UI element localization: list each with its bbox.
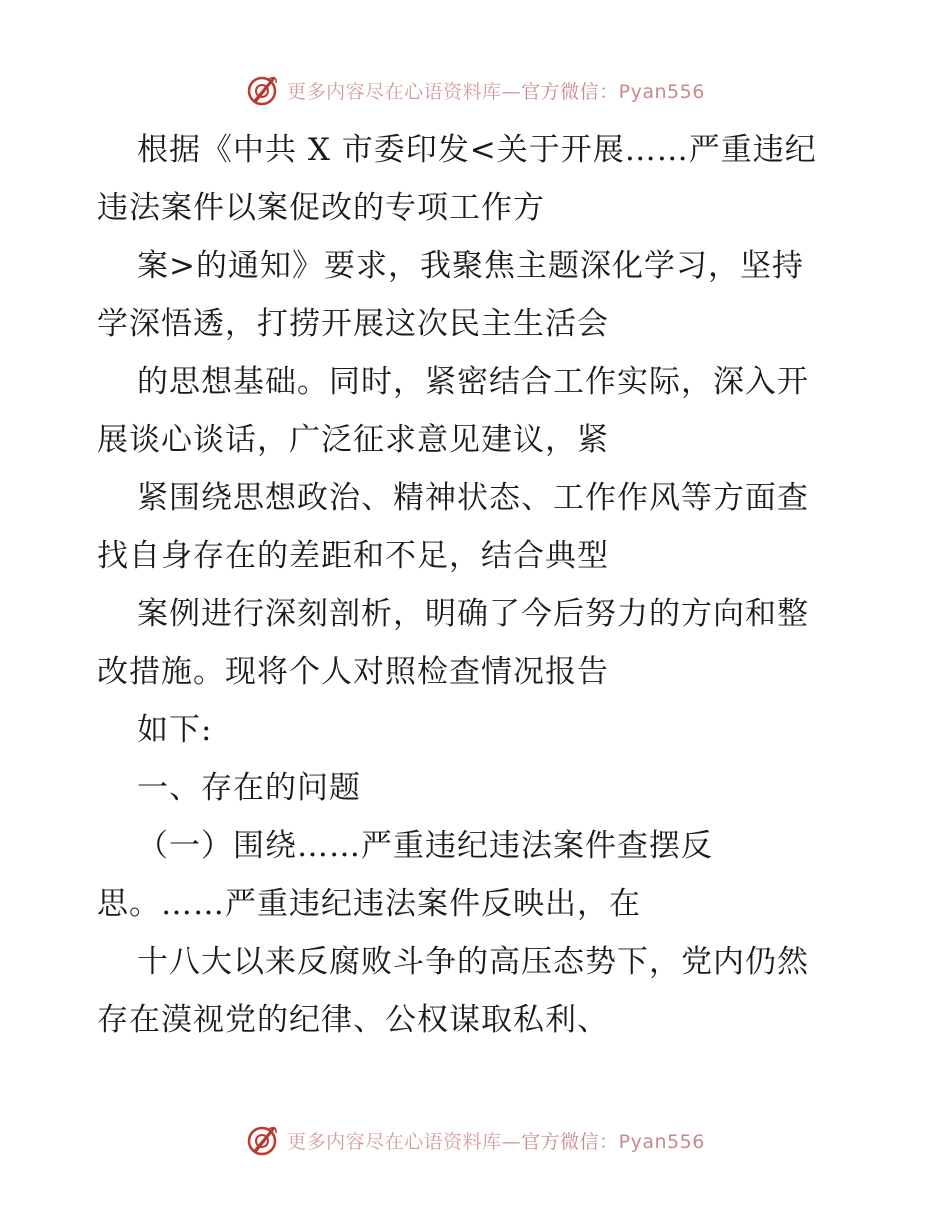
watermark-contact: 官方微信：Pyan556 bbox=[521, 80, 705, 103]
body-line: 紧围绕思想政治、精神状态、工作作风等方面查 bbox=[137, 480, 809, 516]
subsection-heading: （一）围绕……严重违纪违法案件查摆反 bbox=[137, 828, 713, 864]
body-line: 的思想基础。同时，紧密结合工作实际，深入开 bbox=[137, 364, 809, 400]
body-line: 存在漠视党的纪律、公权谋取私利、 bbox=[97, 1002, 609, 1038]
header-watermark bbox=[0, 70, 950, 110]
body-line: 案例进行深刻剖析，明确了今后努力的方向和整 bbox=[137, 596, 809, 632]
watermark-text: 更多内容尽在心语资料库—官方微信：Pyan556 bbox=[287, 80, 705, 103]
quill-logo-icon bbox=[245, 73, 279, 107]
footer-watermark bbox=[0, 1120, 950, 1160]
watermark-text: 更多内容尽在心语资料库—官方微信：Pyan556 bbox=[287, 1130, 705, 1153]
body-line: 违法案件以案促改的专项工作方 bbox=[97, 190, 545, 226]
quill-logo-icon bbox=[245, 1123, 279, 1157]
body-line: 找自身存在的差距和不足，结合典型 bbox=[97, 538, 609, 574]
body-line: 展谈心谈话，广泛征求意见建议，紧 bbox=[97, 422, 609, 458]
body-line: 根据《中共 X 市委印发<关于开展……严重违纪 bbox=[137, 132, 817, 168]
watermark-contact: 官方微信：Pyan556 bbox=[521, 1130, 705, 1153]
body-line: 改措施。现将个人对照检查情况报告 bbox=[97, 654, 609, 690]
body-line: 案>的通知》要求，我聚焦主题深化学习，坚持 bbox=[137, 248, 804, 284]
body-line: 思。……严重违纪违法案件反映出，在 bbox=[97, 886, 641, 922]
body-line: 十八大以来反腐败斗争的高压态势下，党内仍然 bbox=[137, 944, 809, 980]
body-line: 如下: bbox=[137, 712, 213, 748]
body-line: 学深悟透，打捞开展这次民主生活会 bbox=[97, 306, 609, 342]
section-heading: 一、存在的问题 bbox=[137, 770, 361, 806]
